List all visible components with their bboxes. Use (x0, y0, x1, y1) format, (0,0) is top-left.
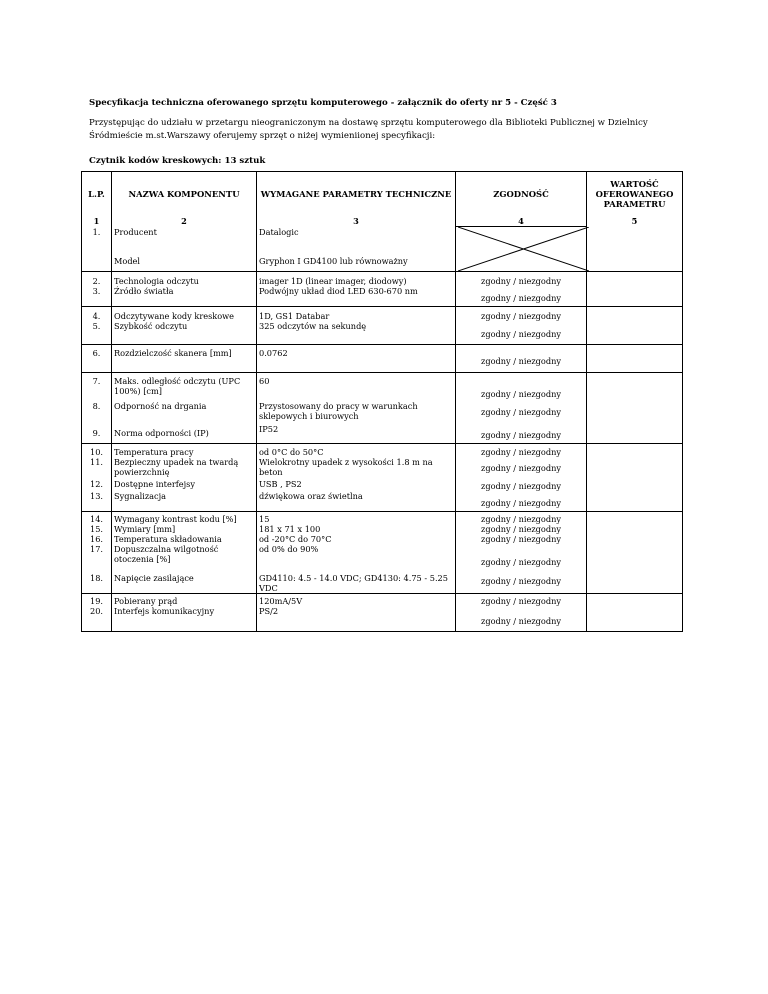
compliance-cell[interactable]: zgodny / niezgodny (456, 286, 587, 306)
row-lp: 5. (82, 321, 112, 345)
table-row (82, 457, 683, 479)
table-row (82, 606, 683, 632)
table-row (82, 345, 683, 373)
value-cell[interactable] (587, 457, 683, 479)
row-param: 0.0762 (257, 345, 456, 373)
colnum-4: 4 (456, 216, 587, 227)
row-name: Technologia odczytu (112, 272, 257, 287)
table-row (82, 286, 683, 306)
row-lp: 13. (82, 491, 112, 511)
row-name: Model (112, 251, 257, 271)
table-row (82, 306, 683, 321)
compliance-cell[interactable]: zgodny / niezgodny (456, 479, 587, 491)
row-param: od -20°C do 70°C (257, 534, 456, 544)
row-param: USB , PS2 (257, 479, 456, 491)
value-cell[interactable] (587, 569, 683, 594)
crossed-out-cell (456, 227, 587, 272)
value-cell[interactable] (587, 373, 683, 401)
row-name: Norma odporności (IP) (112, 424, 257, 444)
table-row (82, 511, 683, 524)
compliance-cell[interactable]: zgodny / niezgodny (456, 593, 587, 606)
row-lp: 12. (82, 479, 112, 491)
compliance-cell[interactable]: zgodny / niezgodny (456, 306, 587, 321)
header-params: WYMAGANE PARAMETRY TECHNICZNE (257, 172, 456, 217)
row-name: Pobierany prąd (112, 593, 257, 606)
header-name: NAZWA KOMPONENTU (112, 172, 257, 217)
row-lp: 3. (82, 286, 112, 306)
compliance-cell[interactable]: zgodny / niezgodny (456, 534, 587, 544)
cross-mark-icon (458, 227, 589, 271)
row-lp: 11. (82, 457, 112, 479)
table-row (82, 534, 683, 544)
row-lp: 6. (82, 345, 112, 373)
compliance-cell[interactable]: zgodny / niezgodny (456, 424, 587, 444)
row-name: Źródło światła (112, 286, 257, 306)
header-lp: L.P. (82, 172, 112, 217)
compliance-cell[interactable]: zgodny / niezgodny (456, 511, 587, 524)
row-param: GD4110: 4.5 - 14.0 VDC; GD4130: 4.75 - 5.25 VDC (257, 569, 456, 594)
compliance-cell[interactable]: zgodny / niezgodny (456, 444, 587, 458)
table-row (82, 479, 683, 491)
value-cell[interactable] (587, 345, 683, 373)
row-lp: 9. (82, 424, 112, 444)
value-cell[interactable] (587, 401, 683, 424)
table-row (82, 424, 683, 444)
row-param: 181 x 71 x 100 (257, 524, 456, 534)
table-row (82, 491, 683, 511)
row-name: Szybkość odczytu (112, 321, 257, 345)
value-cell[interactable] (587, 606, 683, 632)
section-title: Czytnik kodów kreskowych: 13 sztuk (89, 156, 266, 166)
value-cell[interactable] (587, 544, 683, 569)
row-param: Przystosowany do pracy w warunkach sklepowych i biurowych (257, 401, 456, 424)
colnum-1: 1 (82, 216, 112, 227)
compliance-cell[interactable]: zgodny / niezgodny (456, 569, 587, 594)
row-param: Wielokrotny upadek z wysokości 1.8 m na beton (257, 457, 456, 479)
row-name: Interfejs komunikacyjny (112, 606, 257, 632)
table-row (82, 321, 683, 345)
row-lp: 2. (82, 272, 112, 287)
row-name: Wymagany kontrast kodu [%] (112, 511, 257, 524)
row-name: Temperatura pracy (112, 444, 257, 458)
compliance-cell[interactable]: zgodny / niezgodny (456, 544, 587, 569)
table-row (82, 524, 683, 534)
row-name: Wymiary [mm] (112, 524, 257, 534)
header-zgodnosc: ZGODNOŚĆ (456, 172, 587, 217)
row-name: Rozdzielczość skanera [mm] (112, 345, 257, 373)
value-cell[interactable] (587, 321, 683, 345)
row-param: 60 (257, 373, 456, 401)
row-lp: 1. (82, 227, 112, 252)
specification-table (81, 171, 683, 632)
compliance-cell[interactable]: zgodny / niezgodny (456, 345, 587, 373)
row-name: Temperatura składowania (112, 534, 257, 544)
row-name: Dopuszczalna wilgotność otoczenia [%] (112, 544, 257, 569)
compliance-cell[interactable]: zgodny / niezgodny (456, 524, 587, 534)
value-cell[interactable] (587, 479, 683, 491)
row-name: Dostępne interfejsy (112, 479, 257, 491)
row-name: Odporność na drgania (112, 401, 257, 424)
compliance-cell[interactable]: zgodny / niezgodny (456, 272, 587, 287)
table-row (82, 444, 683, 458)
colnum-3: 3 (257, 216, 456, 227)
table-row (82, 272, 683, 287)
row-param: 1D, GS1 Databar (257, 306, 456, 321)
row-param: od 0°C do 50°C (257, 444, 456, 458)
row-lp (82, 251, 112, 271)
row-lp: 10. (82, 444, 112, 458)
row-param: IP52 (257, 424, 456, 444)
row-name: Producent (112, 227, 257, 252)
row-lp: 7. (82, 373, 112, 401)
compliance-cell[interactable]: zgodny / niezgodny (456, 401, 587, 424)
row-lp: 15. (82, 524, 112, 534)
row-name: Odczytywane kody kreskowe (112, 306, 257, 321)
value-cell[interactable] (587, 491, 683, 511)
value-cell[interactable] (587, 227, 683, 272)
row-lp: 4. (82, 306, 112, 321)
table-row (82, 227, 683, 252)
row-lp: 17. (82, 544, 112, 569)
value-cell[interactable] (587, 272, 683, 287)
row-param: 120mA/5V (257, 593, 456, 606)
row-param: Podwójny układ diod LED 630-670 nm (257, 286, 456, 306)
row-name: Sygnalizacja (112, 491, 257, 511)
intro-paragraph: Przystępując do udziału w przetargu nieograniczonym na dostawę sprzętu komputerowego dla Biblioteki Publicznej w Dzielnicy Śródmieście m.st.Warszawy oferujemy sprzęt o niżej wymieniionej specyfikacji: (89, 118, 648, 141)
row-lp: 8. (82, 401, 112, 424)
row-name: Maks. odległość odczytu (UPC 100%) [cm] (112, 373, 257, 401)
compliance-cell[interactable]: zgodny / niezgodny (456, 321, 587, 345)
table-header-row (82, 172, 683, 217)
row-param: 325 odczytów na sekundę (257, 321, 456, 345)
column-number-row (82, 216, 683, 227)
value-cell[interactable] (587, 524, 683, 534)
row-param: od 0% do 90% (257, 544, 456, 569)
compliance-cell[interactable]: zgodny / niezgodny (456, 606, 587, 632)
page-title: Specyfikacja techniczna oferowanego sprzętu komputerowego - załącznik do oferty nr 5 - Część 3 (89, 98, 557, 108)
table-row (82, 373, 683, 401)
colnum-2: 2 (112, 216, 257, 227)
compliance-cell[interactable]: zgodny / niezgodny (456, 373, 587, 401)
value-cell[interactable] (587, 534, 683, 544)
header-value: WARTOŚĆ OFEROWANEGO PARAMETRU (587, 172, 683, 217)
value-cell[interactable] (587, 444, 683, 458)
row-name: Napięcie zasilające (112, 569, 257, 594)
row-param: Datalogic (257, 227, 456, 252)
row-param: Gryphon I GD4100 lub równoważny (257, 251, 456, 271)
value-cell[interactable] (587, 424, 683, 444)
compliance-cell[interactable]: zgodny / niezgodny (456, 457, 587, 479)
compliance-cell[interactable]: zgodny / niezgodny (456, 491, 587, 511)
table-row (82, 569, 683, 594)
value-cell[interactable] (587, 286, 683, 306)
row-param: 15 (257, 511, 456, 524)
row-param: dźwiękowa oraz świetlna (257, 491, 456, 511)
row-lp: 18. (82, 569, 112, 594)
row-lp: 16. (82, 534, 112, 544)
row-param: imager 1D (linear imager, diodowy) (257, 272, 456, 287)
row-lp: 19. (82, 593, 112, 606)
row-param: PS/2 (257, 606, 456, 632)
value-cell[interactable] (587, 593, 683, 606)
row-lp: 14. (82, 511, 112, 524)
row-lp: 20. (82, 606, 112, 632)
value-cell[interactable] (587, 511, 683, 524)
colnum-5: 5 (587, 216, 683, 227)
value-cell[interactable] (587, 306, 683, 321)
table-row (82, 401, 683, 424)
table-row (82, 593, 683, 606)
table-row (82, 544, 683, 569)
row-name: Bezpieczny upadek na twardą powierzchnię (112, 457, 257, 479)
